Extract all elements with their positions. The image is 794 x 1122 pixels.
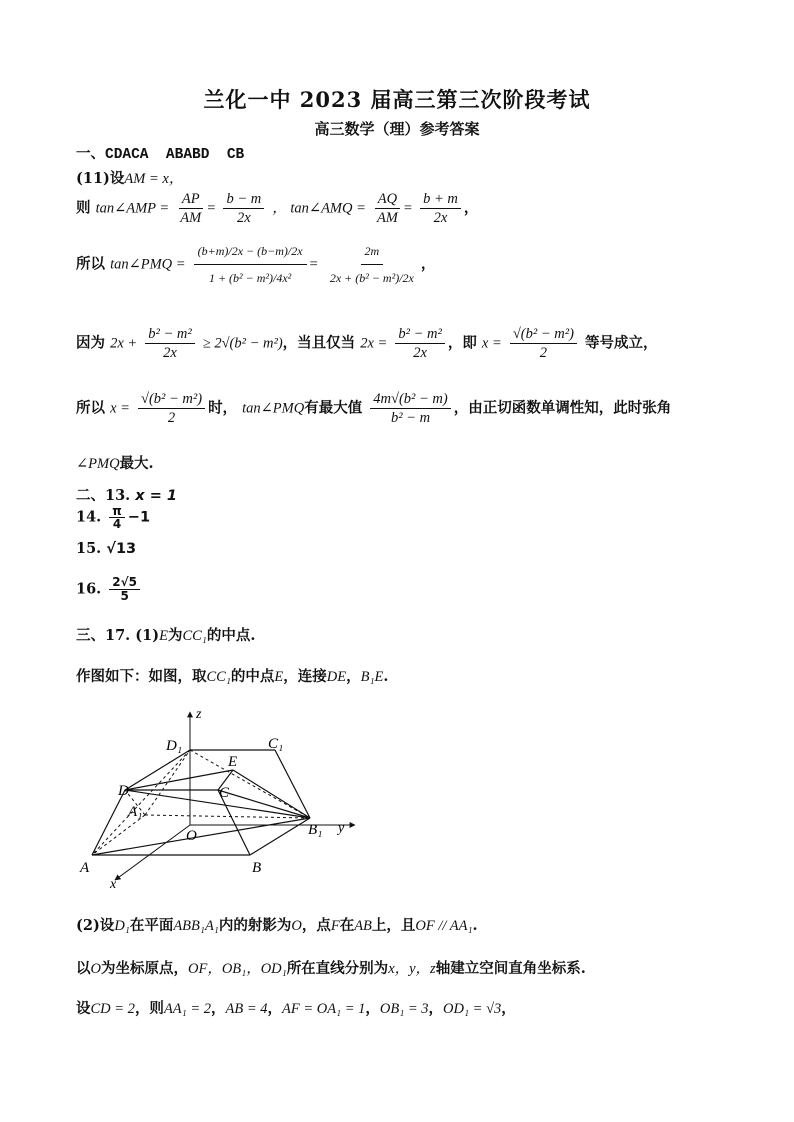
answer-16-label: 16.: [76, 580, 102, 598]
q11-l5-tan: tan∠PMQ: [242, 400, 305, 417]
frac-den: 1 + (b² − m²)/4x²: [208, 271, 292, 285]
frac-num: b² − m²: [395, 325, 444, 344]
edge-a-b1: [92, 818, 310, 855]
p2-l1-on: 在: [339, 917, 355, 934]
p2-l1-ab: AB: [354, 918, 372, 934]
p2-l1-a: (2)设: [76, 917, 115, 934]
q11-l4-equality: 等号成立，: [584, 334, 658, 352]
p2-l1-abb1a1: ABB₁A₁: [173, 918, 219, 934]
label-a: A: [80, 860, 90, 876]
edge-e-b1: [233, 770, 310, 818]
draw-midpoint: 的中点: [230, 668, 275, 685]
prism-diagram: [70, 700, 370, 900]
p2-l1-end: .: [472, 917, 478, 934]
label-y: y: [338, 821, 345, 836]
q11-l4-inequality: ≥ 2√(b² − m²): [202, 335, 283, 352]
q11-l2-end: ，: [463, 199, 479, 217]
p2-l3-af: AF = OA₁ = 1: [281, 1001, 366, 1017]
q11-l1-prefix: (11)设: [76, 170, 125, 187]
fraction-pi-4: [109, 505, 125, 530]
fraction-b2-m2-2x-b: [395, 325, 444, 362]
frac-den: AM: [180, 210, 202, 226]
section1-label: 一、: [76, 145, 105, 162]
q11-l3-prefix: 所以: [76, 255, 105, 273]
fraction-b-minus-m: [223, 190, 264, 227]
p2-l1-f: F: [330, 918, 340, 934]
q11-l5-x: x =: [110, 400, 130, 417]
p2-l3-sep1: ，: [210, 1000, 226, 1017]
edge-a1-b1: [145, 815, 310, 818]
label-b: B: [252, 860, 262, 876]
draw-b1e: B₁E: [360, 669, 384, 685]
q11-tan-pmq: tan∠PMQ =: [110, 256, 186, 273]
p2-l2-system: 轴建立空间直角坐标系.: [435, 960, 586, 977]
label-d: D: [118, 783, 129, 799]
p2-l3-od1: OD₁ = √3: [443, 1001, 502, 1017]
solid-edges: [92, 750, 310, 855]
q11-l4-expr: 2x +: [110, 335, 138, 352]
q11-line6: [76, 452, 154, 473]
q17-part1: [76, 624, 255, 645]
label-o: O: [186, 828, 197, 844]
label-z: z: [196, 707, 202, 722]
p2-l3-sep3: ，: [365, 1000, 380, 1017]
frac-den: 2x: [413, 345, 427, 361]
p2-l3-a: 设: [76, 1000, 91, 1017]
fraction-x-value: [510, 325, 577, 362]
answer-15-label: 15.: [76, 540, 102, 557]
q11-line5: [76, 390, 671, 427]
q11-l4-because: 因为: [76, 334, 105, 352]
q17-is: 为: [167, 627, 183, 644]
frac-den: 5: [120, 589, 129, 603]
frac-den: 2x: [163, 345, 177, 361]
frac-den: 2x + (b² − m²)/2x: [329, 271, 414, 285]
answer-14-tail: −1: [127, 509, 151, 526]
draw-cc1: CC₁: [206, 669, 231, 685]
p2-l2-o: O: [90, 961, 101, 977]
label-c: C: [219, 785, 230, 801]
p2-l3-sep4: ，: [428, 1000, 444, 1017]
answer-16: [76, 576, 143, 603]
frac-den: AM: [376, 210, 398, 226]
frac-num: 4m√(b² − m): [370, 390, 450, 409]
q17-part2-line3: [76, 997, 516, 1018]
p2-l2-lines: 所在直线分别为: [286, 960, 389, 977]
q11-l6-max: 最大.: [119, 455, 154, 472]
draw-a: 作图如下：如图，取: [76, 668, 207, 685]
frac-num: √(b² − m²): [510, 325, 577, 344]
q11-l3-end: ，: [420, 255, 436, 273]
p2-l3-aa1: AA₁ = 2: [163, 1001, 211, 1017]
p2-l2-ob1: OB₁，: [221, 961, 261, 977]
frac-num: 2√5: [109, 576, 140, 590]
frac-den: 2x: [236, 210, 251, 226]
page-title: 兰化一中 2023 届高三第三次阶段考试: [203, 87, 591, 112]
p2-l3-ob1: OB₁ = 3: [379, 1001, 429, 1017]
fraction-b2-m2-2x: [145, 325, 194, 362]
q17-part2-line2: [76, 957, 586, 978]
q17-part2-line1: [76, 914, 478, 935]
p2-l3-end: ，: [501, 1000, 516, 1017]
p2-l3-then: ，则: [134, 1000, 164, 1017]
fraction-aq-am: [374, 190, 401, 227]
p2-l2-od1: OD₁: [260, 961, 287, 977]
q11-tan-amp: tan∠AMP =: [95, 200, 170, 217]
frac-den: 4: [112, 517, 122, 531]
edge-d-a: [92, 790, 125, 855]
q11-l4-ie: ，即: [447, 334, 477, 352]
q17-label: 三、17. (1): [76, 627, 160, 644]
draw-sep: ，: [346, 668, 361, 685]
fraction-b-plus-m: [420, 190, 461, 227]
p2-l1-d1: D₁: [114, 918, 130, 934]
q11-line3: 所以 tan∠PMQ = $\frac{(b+m)/2x - (b-m)/2x}{\text{1 + (b² − m²)/4x²}}$ = $\frac{2m}{\text{2x + (b² − m²)/2x}}$ ，: [76, 238, 435, 291]
hidden-edges: [92, 750, 310, 855]
label-c1: C₁: [268, 736, 284, 752]
draw-connect: ，连接: [283, 668, 327, 685]
x-axis: [115, 825, 190, 880]
answer-15-value: √13: [106, 541, 137, 557]
q17-construction: [76, 665, 388, 686]
q11-l4-iff: ，当且仅当: [282, 334, 356, 352]
q11-l5-conclusion: ，由正切函数单调性知，此时张角: [453, 399, 672, 417]
p2-l2-a: 以: [76, 960, 91, 977]
p2-l1-parallel: OF // AA₁: [415, 918, 473, 934]
q17-cc1: CC₁: [182, 628, 207, 644]
q11-l5-so: 所以: [76, 399, 105, 417]
q11-l5-when: 时，: [208, 399, 238, 417]
frac-den: 2: [167, 410, 176, 426]
frac-num: b² − m²: [145, 325, 194, 344]
frac-den: 2x: [433, 210, 448, 226]
p2-l3-cd: CD = 2: [90, 1001, 135, 1017]
frac-num: (b+m)/2x − (b−m)/2x: [194, 238, 307, 265]
q11-l4-eq: 2x =: [360, 335, 388, 352]
edge-d1-a: [92, 750, 190, 855]
choice-answers: CDACA ABABD CB: [105, 147, 245, 163]
draw-e: E: [274, 669, 284, 685]
answer-13-value: x = 1: [135, 488, 177, 504]
label-d1: D₁: [166, 738, 183, 754]
p2-l1-point: ，点: [301, 917, 331, 934]
draw-de: DE: [326, 669, 347, 685]
fraction-max-value: [370, 390, 450, 427]
fraction-tan-difference: [194, 238, 307, 291]
answer-13: [76, 484, 177, 505]
page-subtitle: 高三数学（理）参考答案: [314, 120, 480, 138]
frac-num: b − m: [223, 190, 264, 209]
fraction-2root5-5: [109, 576, 140, 603]
label-x: x: [110, 877, 117, 892]
answer-15: [76, 540, 136, 557]
frac-num: π: [109, 505, 125, 518]
p2-l1-and: 上，且: [371, 917, 416, 934]
draw-end: .: [383, 668, 389, 685]
q17-midpoint: 的中点.: [206, 627, 256, 644]
p2-l2-of: OF，: [187, 961, 222, 977]
section1-answers: [76, 142, 244, 163]
q17-e: E: [159, 628, 168, 644]
p2-l1-o: O: [291, 918, 302, 934]
q11-line2: 则 tan∠AMP = $\frac{AP}{AM}$ = $\frac{b - m}{2x}$ ， tan∠AMQ = $\frac{AQ}{AM}$ = $\frac{b + m}{2x}$ ，: [76, 191, 479, 226]
label-b1: B₁: [308, 822, 323, 838]
q11-l5-max: 有最大值: [304, 399, 363, 417]
p2-l1-proj: 内的射影为: [218, 917, 292, 934]
q11-l2-prefix: 则: [76, 199, 91, 217]
fraction-ap-am: [177, 190, 204, 227]
p2-l2-xyz: x，y，z: [388, 961, 436, 977]
label-a1: A₁: [128, 804, 143, 820]
frac-den: 2: [539, 345, 547, 361]
edge-c1-b1: [275, 750, 310, 818]
frac-den: b² − m: [390, 410, 431, 426]
q11-tan-amq: ， tan∠AMQ =: [272, 200, 366, 217]
p2-l3-ab: AB = 4: [225, 1001, 268, 1017]
label-e: E: [228, 754, 238, 770]
q11-l6-angle: ∠PMQ: [76, 456, 120, 472]
q11-l4-x: x =: [481, 335, 502, 352]
frac-num: AP: [179, 190, 203, 209]
q11-line4: [76, 325, 657, 362]
frac-num: b + m: [420, 190, 461, 209]
q11-l1-math: AM = x，: [124, 171, 184, 187]
answer-14: [76, 505, 150, 530]
edge-a1-a: [92, 815, 145, 855]
frac-num: √(b² − m²): [138, 390, 205, 409]
frac-num: AQ: [375, 190, 400, 209]
answer-13-label: 二、13.: [76, 487, 131, 504]
fraction-x-value-2: [138, 390, 205, 427]
edge-c-b1: [218, 790, 310, 818]
q11-line1: [76, 167, 183, 188]
answer-14-label: 14.: [76, 508, 102, 526]
p2-l2-origin: 为坐标原点，: [100, 960, 188, 977]
frac-num: 2m: [361, 238, 384, 265]
fraction-simplified: [326, 238, 418, 291]
p2-l3-sep2: ，: [267, 1000, 282, 1017]
p2-l1-plane: 在平面: [129, 917, 174, 934]
